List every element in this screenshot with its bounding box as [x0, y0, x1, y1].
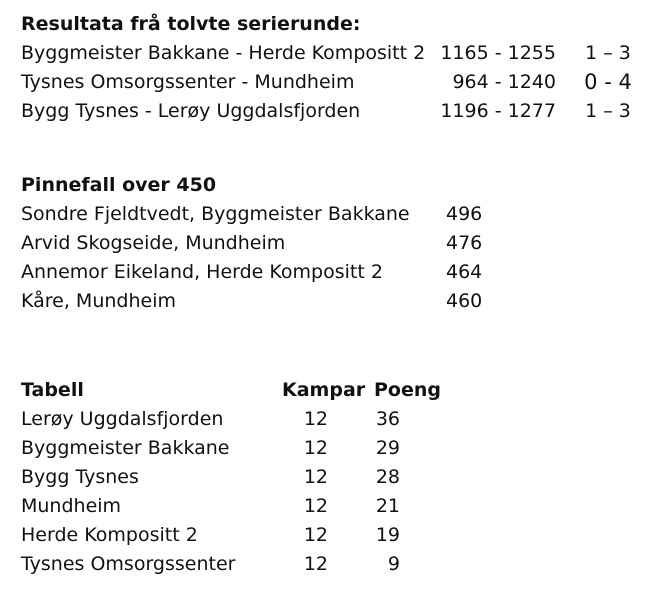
table-row-matches: 12 — [303, 495, 328, 517]
player-value: 460 — [446, 290, 483, 312]
player-name: Sondre Fjeldtvedt, Byggmeister Bakkane — [21, 203, 410, 225]
table-row-matches: 12 — [303, 408, 328, 430]
table-row-team: Byggmeister Bakkane — [21, 437, 230, 459]
match-pins: 1165 - 1255 — [440, 42, 556, 64]
results-heading: Resultata frå tolvte serierunde: — [21, 13, 361, 35]
table-row-team: Tysnes Omsorgssenter — [21, 553, 236, 575]
player-value: 464 — [446, 261, 483, 283]
match-teams: Byggmeister Bakkane - Herde Kompositt 2 — [21, 42, 426, 64]
table-row-matches: 12 — [303, 553, 328, 575]
table-row-matches: 12 — [303, 524, 328, 546]
table-row-team: Bygg Tysnes — [21, 466, 139, 488]
match-score: 0 - 4 — [584, 70, 632, 94]
player-value: 496 — [446, 203, 483, 225]
match-score: 1 – 3 — [585, 42, 631, 64]
player-name: Kåre, Mundheim — [21, 290, 176, 312]
table-row-points: 19 — [375, 524, 400, 546]
table-row-points: 29 — [375, 437, 400, 459]
pinnefall-heading: Pinnefall over 450 — [21, 174, 217, 196]
match-score: 1 – 3 — [585, 100, 631, 122]
match-pins: 964 - 1240 — [452, 71, 556, 93]
match-teams: Bygg Tysnes - Lerøy Uggdalsfjorden — [21, 100, 361, 122]
table-row-points: 21 — [375, 495, 400, 517]
table-row-points: 28 — [375, 466, 400, 488]
match-pins: 1196 - 1277 — [440, 100, 556, 122]
player-name: Arvid Skogseide, Mundheim — [21, 232, 286, 254]
table-header-points: Poeng — [374, 379, 441, 401]
table-row-points: 36 — [375, 408, 400, 430]
match-teams: Tysnes Omsorgssenter - Mundheim — [21, 71, 355, 93]
table-row-matches: 12 — [303, 466, 328, 488]
table-row-team: Mundheim — [21, 495, 122, 517]
player-value: 476 — [446, 232, 483, 254]
table-row-team: Herde Kompositt 2 — [21, 524, 198, 546]
table-row-matches: 12 — [303, 437, 328, 459]
table-row-points: 9 — [387, 553, 400, 575]
player-name: Annemor Eikeland, Herde Kompositt 2 — [21, 261, 383, 283]
table-header-matches: Kampar — [282, 379, 366, 401]
table-header-team: Tabell — [21, 379, 84, 401]
table-row-team: Lerøy Uggdalsfjorden — [21, 408, 224, 430]
